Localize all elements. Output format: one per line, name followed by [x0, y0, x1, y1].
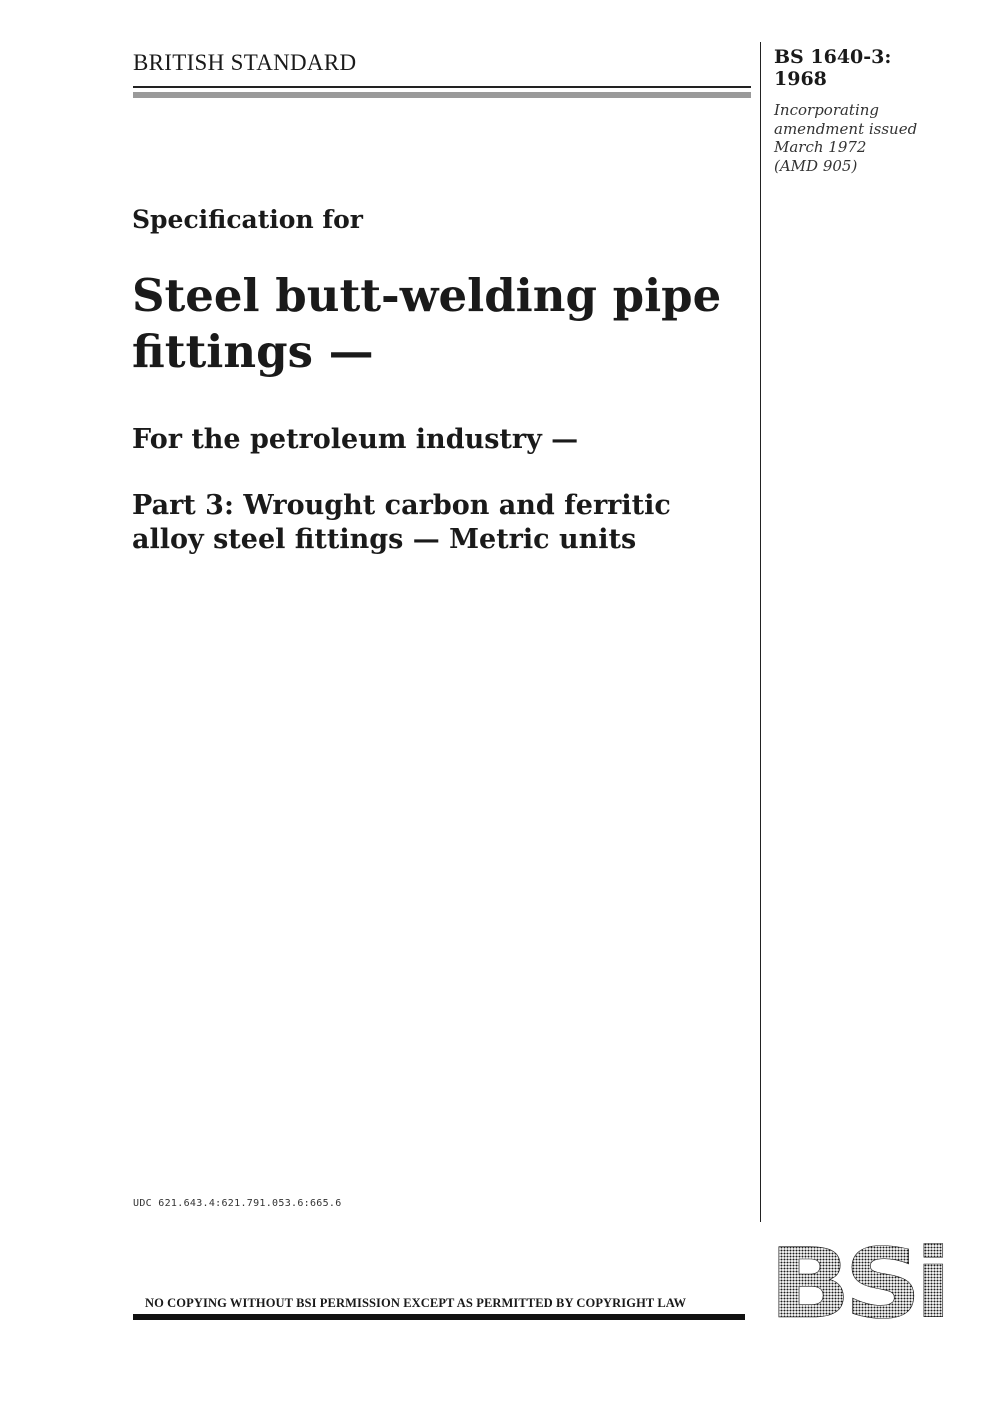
copyright-notice: NO COPYING WITHOUT BSI PERMISSION EXCEPT AS PERMITTED BY COPYRIGHT LAW: [145, 1296, 687, 1310]
amendment-line: amendment issued: [774, 119, 918, 138]
column-divider: [760, 42, 761, 1222]
bsi-logo: [768, 1243, 946, 1321]
part-title-line: Part 3: Wrought carbon and ferritic: [132, 490, 671, 521]
document-title-line: fittings —: [132, 325, 374, 378]
amendment-line: (AMD 905): [774, 156, 858, 175]
document-subtitle: For the petroleum industry —: [132, 424, 579, 455]
amendment-line: March 1972: [774, 138, 867, 156]
udc-classification: UDC 621.643.4:621.791.053.6:665.6: [133, 1198, 342, 1209]
document-title-line: Steel butt-welding pipe: [132, 269, 722, 322]
title-preamble: Specification for: [132, 205, 363, 234]
document-title: [132, 268, 752, 380]
series-heading: BRITISH STANDARD: [133, 50, 357, 75]
part-title-line: alloy steel fittings — Metric units: [132, 524, 637, 555]
bsi-logo-text: BSi: [769, 1243, 945, 1321]
amendment-line: Incorporating: [774, 101, 880, 119]
standard-year: 1968: [774, 68, 827, 90]
standard-number-line: BS 1640-3:: [774, 46, 892, 68]
amendment-note: [774, 101, 917, 175]
standard-number: [774, 46, 944, 90]
part-title: [132, 489, 752, 557]
header-rule: [133, 86, 751, 98]
footer-rule: [133, 1314, 745, 1320]
